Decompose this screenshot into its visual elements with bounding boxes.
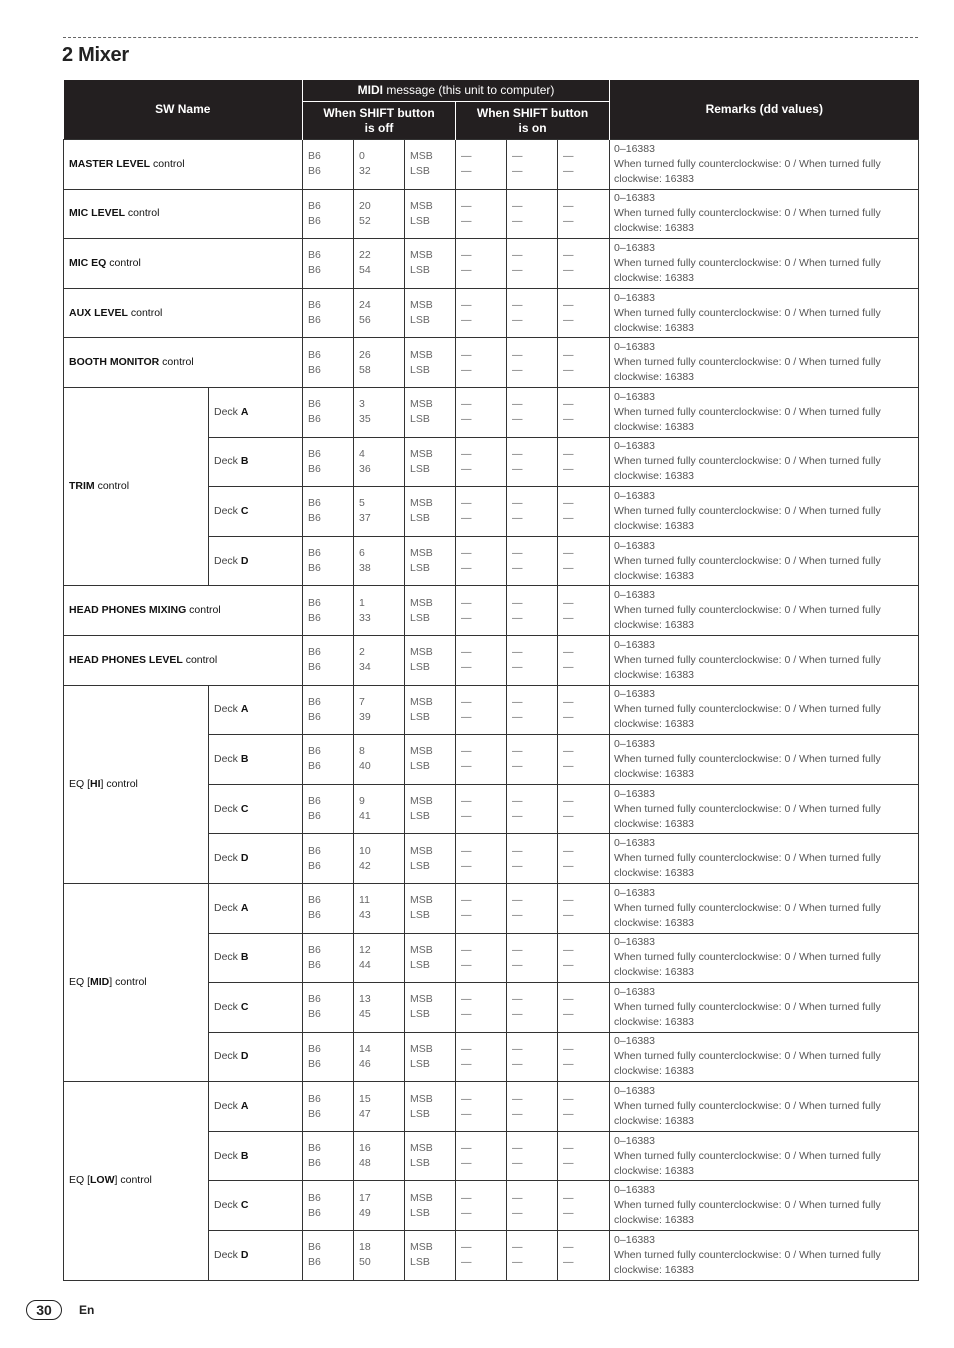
shift-on-cell: — — <box>456 1032 507 1082</box>
shift-on-cell: — — <box>507 140 558 190</box>
sw-name-cell: MIC LEVEL control <box>64 189 303 239</box>
status-cell: B6 B6 <box>303 239 354 289</box>
deck-cell: Deck A <box>209 1082 303 1132</box>
remarks-cell: 0–16383 When turned fully counterclockwise: 0 / When turned fully clockwise: 16383 <box>610 735 919 785</box>
status-cell: B6 B6 <box>303 586 354 636</box>
shift-on-cell: — — <box>558 784 610 834</box>
status-cell: B6 B6 <box>303 437 354 487</box>
midi-mixer-table <box>63 80 919 1281</box>
shift-on-cell: — — <box>558 1181 610 1231</box>
remarks-cell: 0–16383 When turned fully counterclockwise: 0 / When turned fully clockwise: 16383 <box>610 1131 919 1181</box>
remarks-cell: 0–16383 When turned fully counterclockwise: 0 / When turned fully clockwise: 16383 <box>610 487 919 537</box>
section-title: 2 Mixer <box>62 44 129 66</box>
status-cell: B6 B6 <box>303 1131 354 1181</box>
shift-on-cell: — — <box>456 685 507 735</box>
shift-on-cell: — — <box>456 784 507 834</box>
byte-cell: MSB LSB <box>405 437 456 487</box>
number-cell: 9 41 <box>354 784 405 834</box>
byte-cell: MSB LSB <box>405 586 456 636</box>
status-cell: B6 B6 <box>303 338 354 388</box>
byte-cell: MSB LSB <box>405 983 456 1033</box>
remarks-cell: 0–16383 When turned fully counterclockwise: 0 / When turned fully clockwise: 16383 <box>610 1181 919 1231</box>
shift-on-cell: — — <box>507 288 558 338</box>
header-shift-off: When SHIFT button is off <box>303 102 456 140</box>
language-label: En <box>79 1303 95 1317</box>
shift-on-cell: — — <box>456 1231 507 1281</box>
shift-on-cell: — — <box>558 140 610 190</box>
table-row <box>64 239 919 289</box>
shift-on-cell: — — <box>507 1181 558 1231</box>
shift-on-cell: — — <box>507 983 558 1033</box>
table-row <box>64 189 919 239</box>
shift-on-cell: — — <box>507 1131 558 1181</box>
remarks-cell: 0–16383 When turned fully counterclockwise: 0 / When turned fully clockwise: 16383 <box>610 189 919 239</box>
shift-on-cell: — — <box>507 735 558 785</box>
table-body <box>64 140 919 1281</box>
deck-cell: Deck A <box>209 883 303 933</box>
remarks-cell: 0–16383 When turned fully counterclockwise: 0 / When turned fully clockwise: 16383 <box>610 288 919 338</box>
deck-cell: Deck B <box>209 1131 303 1181</box>
shift-on-cell: — — <box>456 140 507 190</box>
shift-on-cell: — — <box>456 1181 507 1231</box>
status-cell: B6 B6 <box>303 1231 354 1281</box>
shift-on-cell: — — <box>558 288 610 338</box>
shift-on-cell: — — <box>558 1231 610 1281</box>
table-row <box>64 140 919 190</box>
remarks-cell: 0–16383 When turned fully counterclockwise: 0 / When turned fully clockwise: 16383 <box>610 586 919 636</box>
shift-on-cell: — — <box>558 437 610 487</box>
shift-on-cell: — — <box>558 834 610 884</box>
deck-cell: Deck C <box>209 487 303 537</box>
number-cell: 7 39 <box>354 685 405 735</box>
deck-cell: Deck B <box>209 933 303 983</box>
shift-on-cell: — — <box>558 1131 610 1181</box>
status-cell: B6 B6 <box>303 288 354 338</box>
sw-group-cell: EQ [MID] control <box>64 883 209 1081</box>
status-cell: B6 B6 <box>303 1032 354 1082</box>
sw-name-cell: AUX LEVEL control <box>64 288 303 338</box>
header-sw-name: SW Name <box>64 80 303 140</box>
status-cell: B6 B6 <box>303 685 354 735</box>
shift-on-cell: — — <box>456 536 507 586</box>
shift-on-cell: — — <box>456 933 507 983</box>
shift-on-cell: — — <box>456 338 507 388</box>
shift-on-cell: — — <box>558 189 610 239</box>
shift-on-cell: — — <box>558 338 610 388</box>
number-cell: 12 44 <box>354 933 405 983</box>
status-cell: B6 B6 <box>303 834 354 884</box>
shift-on-cell: — — <box>507 1032 558 1082</box>
remarks-cell: 0–16383 When turned fully counterclockwise: 0 / When turned fully clockwise: 16383 <box>610 437 919 487</box>
shift-on-cell: — — <box>507 536 558 586</box>
shift-on-cell: — — <box>507 387 558 437</box>
byte-cell: MSB LSB <box>405 1231 456 1281</box>
shift-on-cell: — — <box>507 685 558 735</box>
number-cell: 18 50 <box>354 1231 405 1281</box>
sw-group-cell: TRIM control <box>64 387 209 585</box>
remarks-cell: 0–16383 When turned fully counterclockwise: 0 / When turned fully clockwise: 16383 <box>610 387 919 437</box>
shift-on-cell: — — <box>507 437 558 487</box>
shift-on-cell: — — <box>558 735 610 785</box>
deck-cell: Deck D <box>209 834 303 884</box>
number-cell: 26 58 <box>354 338 405 388</box>
remarks-cell: 0–16383 When turned fully counterclockwise: 0 / When turned fully clockwise: 16383 <box>610 1231 919 1281</box>
shift-on-cell: — — <box>456 288 507 338</box>
remarks-cell: 0–16383 When turned fully counterclockwise: 0 / When turned fully clockwise: 16383 <box>610 239 919 289</box>
number-cell: 10 42 <box>354 834 405 884</box>
number-cell: 20 52 <box>354 189 405 239</box>
shift-on-cell: — — <box>507 834 558 884</box>
number-cell: 22 54 <box>354 239 405 289</box>
byte-cell: MSB LSB <box>405 883 456 933</box>
status-cell: B6 B6 <box>303 635 354 685</box>
sw-name-cell: MIC EQ control <box>64 239 303 289</box>
shift-on-cell: — — <box>558 1082 610 1132</box>
byte-cell: MSB LSB <box>405 536 456 586</box>
header-midi-message: MIDI message (this unit to computer) <box>303 80 610 102</box>
shift-on-cell: — — <box>507 784 558 834</box>
byte-cell: MSB LSB <box>405 1082 456 1132</box>
number-cell: 8 40 <box>354 735 405 785</box>
shift-on-cell: — — <box>507 883 558 933</box>
deck-cell: Deck C <box>209 784 303 834</box>
number-cell: 16 48 <box>354 1131 405 1181</box>
byte-cell: MSB LSB <box>405 140 456 190</box>
number-cell: 0 32 <box>354 140 405 190</box>
shift-on-cell: — — <box>558 239 610 289</box>
byte-cell: MSB LSB <box>405 1032 456 1082</box>
byte-cell: MSB LSB <box>405 189 456 239</box>
shift-on-cell: — — <box>558 685 610 735</box>
number-cell: 17 49 <box>354 1181 405 1231</box>
byte-cell: MSB LSB <box>405 239 456 289</box>
shift-on-cell: — — <box>558 487 610 537</box>
status-cell: B6 B6 <box>303 933 354 983</box>
number-cell: 13 45 <box>354 983 405 1033</box>
table-row <box>64 586 919 636</box>
number-cell: 2 34 <box>354 635 405 685</box>
sw-group-cell: EQ [HI] control <box>64 685 209 883</box>
sw-name-cell: MASTER LEVEL control <box>64 140 303 190</box>
shift-on-cell: — — <box>456 1082 507 1132</box>
shift-on-cell: — — <box>456 387 507 437</box>
shift-on-cell: — — <box>507 933 558 983</box>
byte-cell: MSB LSB <box>405 487 456 537</box>
sw-name-cell: BOOTH MONITOR control <box>64 338 303 388</box>
status-cell: B6 B6 <box>303 735 354 785</box>
shift-on-cell: — — <box>507 586 558 636</box>
number-cell: 14 46 <box>354 1032 405 1082</box>
sw-name-cell: HEAD PHONES LEVEL control <box>64 635 303 685</box>
shift-on-cell: — — <box>456 487 507 537</box>
byte-cell: MSB LSB <box>405 735 456 785</box>
shift-on-cell: — — <box>456 635 507 685</box>
remarks-cell: 0–16383 When turned fully counterclockwise: 0 / When turned fully clockwise: 16383 <box>610 536 919 586</box>
shift-on-cell: — — <box>507 189 558 239</box>
shift-on-cell: — — <box>507 338 558 388</box>
deck-cell: Deck C <box>209 1181 303 1231</box>
number-cell: 11 43 <box>354 883 405 933</box>
byte-cell: MSB LSB <box>405 834 456 884</box>
table-row <box>64 883 919 933</box>
remarks-cell: 0–16383 When turned fully counterclockwise: 0 / When turned fully clockwise: 16383 <box>610 1082 919 1132</box>
shift-on-cell: — — <box>558 1032 610 1082</box>
deck-cell: Deck D <box>209 1231 303 1281</box>
table-row <box>64 387 919 437</box>
status-cell: B6 B6 <box>303 536 354 586</box>
byte-cell: MSB LSB <box>405 288 456 338</box>
status-cell: B6 B6 <box>303 1082 354 1132</box>
sw-group-cell: EQ [LOW] control <box>64 1082 209 1280</box>
number-cell: 1 33 <box>354 586 405 636</box>
remarks-cell: 0–16383 When turned fully counterclockwise: 0 / When turned fully clockwise: 16383 <box>610 834 919 884</box>
byte-cell: MSB LSB <box>405 338 456 388</box>
remarks-cell: 0–16383 When turned fully counterclockwise: 0 / When turned fully clockwise: 16383 <box>610 685 919 735</box>
byte-cell: MSB LSB <box>405 1181 456 1231</box>
shift-on-cell: — — <box>456 189 507 239</box>
byte-cell: MSB LSB <box>405 387 456 437</box>
header-shift-on: When SHIFT button is on <box>456 102 610 140</box>
status-cell: B6 B6 <box>303 983 354 1033</box>
number-cell: 5 37 <box>354 487 405 537</box>
shift-on-cell: — — <box>558 387 610 437</box>
remarks-cell: 0–16383 When turned fully counterclockwise: 0 / When turned fully clockwise: 16383 <box>610 338 919 388</box>
shift-on-cell: — — <box>456 834 507 884</box>
status-cell: B6 B6 <box>303 1181 354 1231</box>
shift-on-cell: — — <box>558 933 610 983</box>
page-number: 30 <box>26 1300 62 1320</box>
shift-on-cell: — — <box>507 1231 558 1281</box>
byte-cell: MSB LSB <box>405 933 456 983</box>
remarks-cell: 0–16383 When turned fully counterclockwise: 0 / When turned fully clockwise: 16383 <box>610 983 919 1033</box>
shift-on-cell: — — <box>558 586 610 636</box>
status-cell: B6 B6 <box>303 784 354 834</box>
shift-on-cell: — — <box>558 635 610 685</box>
shift-on-cell: — — <box>558 983 610 1033</box>
remarks-cell: 0–16383 When turned fully counterclockwise: 0 / When turned fully clockwise: 16383 <box>610 140 919 190</box>
shift-on-cell: — — <box>507 487 558 537</box>
status-cell: B6 B6 <box>303 387 354 437</box>
status-cell: B6 B6 <box>303 883 354 933</box>
status-cell: B6 B6 <box>303 140 354 190</box>
remarks-cell: 0–16383 When turned fully counterclockwise: 0 / When turned fully clockwise: 16383 <box>610 883 919 933</box>
byte-cell: MSB LSB <box>405 784 456 834</box>
table-row <box>64 685 919 735</box>
shift-on-cell: — — <box>456 586 507 636</box>
shift-on-cell: — — <box>507 239 558 289</box>
sw-name-cell: HEAD PHONES MIXING control <box>64 586 303 636</box>
byte-cell: MSB LSB <box>405 1131 456 1181</box>
table-row <box>64 338 919 388</box>
header-remarks: Remarks (dd values) <box>610 80 919 140</box>
number-cell: 6 38 <box>354 536 405 586</box>
shift-on-cell: — — <box>456 239 507 289</box>
deck-cell: Deck D <box>209 1032 303 1082</box>
number-cell: 3 35 <box>354 387 405 437</box>
deck-cell: Deck A <box>209 685 303 735</box>
status-cell: B6 B6 <box>303 189 354 239</box>
shift-on-cell: — — <box>456 1131 507 1181</box>
byte-cell: MSB LSB <box>405 685 456 735</box>
shift-on-cell: — — <box>456 437 507 487</box>
remarks-cell: 0–16383 When turned fully counterclockwise: 0 / When turned fully clockwise: 16383 <box>610 933 919 983</box>
table-row <box>64 288 919 338</box>
remarks-cell: 0–16383 When turned fully counterclockwise: 0 / When turned fully clockwise: 16383 <box>610 635 919 685</box>
number-cell: 15 47 <box>354 1082 405 1132</box>
deck-cell: Deck C <box>209 983 303 1033</box>
shift-on-cell: — — <box>456 735 507 785</box>
deck-cell: Deck A <box>209 387 303 437</box>
remarks-cell: 0–16383 When turned fully counterclockwise: 0 / When turned fully clockwise: 16383 <box>610 784 919 834</box>
shift-on-cell: — — <box>558 536 610 586</box>
table-row <box>64 635 919 685</box>
number-cell: 4 36 <box>354 437 405 487</box>
shift-on-cell: — — <box>507 635 558 685</box>
shift-on-cell: — — <box>456 883 507 933</box>
shift-on-cell: — — <box>456 983 507 1033</box>
dashed-rule <box>63 37 918 38</box>
byte-cell: MSB LSB <box>405 635 456 685</box>
deck-cell: Deck D <box>209 536 303 586</box>
shift-on-cell: — — <box>558 883 610 933</box>
deck-cell: Deck B <box>209 735 303 785</box>
status-cell: B6 B6 <box>303 487 354 537</box>
remarks-cell: 0–16383 When turned fully counterclockwise: 0 / When turned fully clockwise: 16383 <box>610 1032 919 1082</box>
number-cell: 24 56 <box>354 288 405 338</box>
table-row <box>64 1082 919 1132</box>
shift-on-cell: — — <box>507 1082 558 1132</box>
deck-cell: Deck B <box>209 437 303 487</box>
